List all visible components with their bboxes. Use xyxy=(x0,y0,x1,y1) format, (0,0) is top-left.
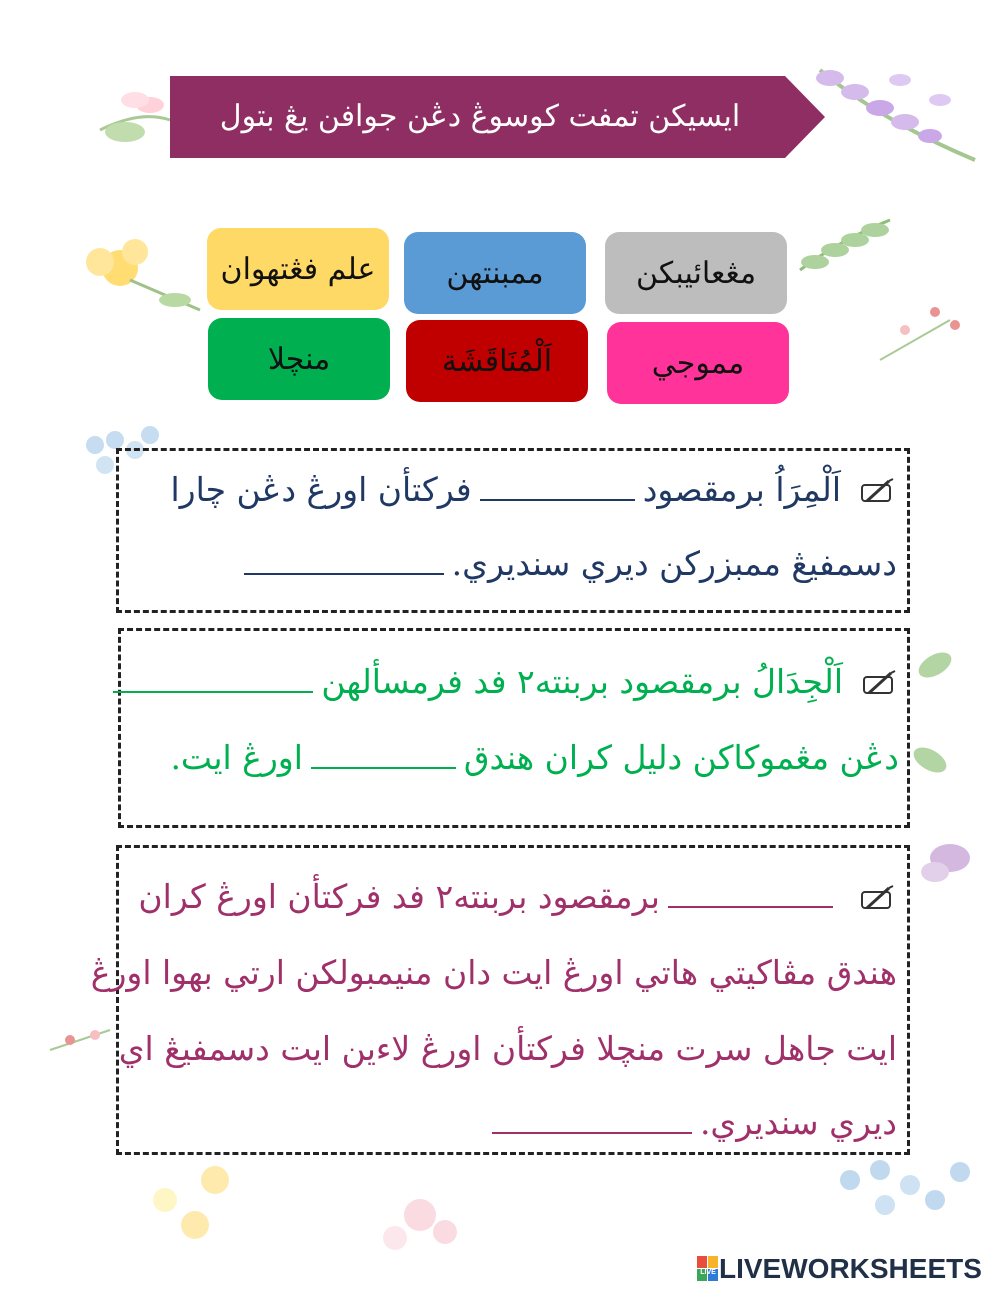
question-box-1 xyxy=(116,448,910,613)
watermark-text: LIVEWORKSHEETS xyxy=(719,1253,982,1284)
question-line xyxy=(170,465,897,515)
question-line xyxy=(105,657,899,707)
word-bank-option[interactable] xyxy=(208,318,390,400)
question-text: اورڠ ايت. xyxy=(170,738,303,777)
word-bank-option[interactable] xyxy=(406,320,588,402)
question-text: دڠن مڠموكاكن دليل كران هندق xyxy=(463,738,899,777)
question-text: هندق مڤاكيتي هاتي اورڠ ايت دان منيمبولكن ارتي بهوا اورڠ xyxy=(90,953,897,992)
question-box-2 xyxy=(118,628,910,828)
question-text: برمقصود بربنته٢ فد فركتأن اورڠ كران xyxy=(138,877,660,916)
pencil-icon xyxy=(859,884,897,914)
word-label: مڠعائيبكن xyxy=(636,255,757,291)
answer-blank-2a[interactable] xyxy=(113,661,313,693)
question-line xyxy=(484,1098,897,1148)
question-line xyxy=(138,872,897,922)
word-bank-option[interactable] xyxy=(607,322,789,404)
word-label: ممبنتهن xyxy=(446,255,544,291)
answer-blank-2b[interactable] xyxy=(311,737,456,769)
page-title: ايسيكن تمفت كوسوڠ دڠن جوافن يڠ بتول xyxy=(219,99,741,134)
question-line xyxy=(119,1024,897,1074)
answer-blank-3b[interactable] xyxy=(492,1102,692,1134)
question-text: دسمفيڠ ممبزركن ديري سنديري. xyxy=(451,544,897,583)
logo-letters: LIVE xyxy=(700,1269,716,1276)
word-label: اَلْمُنَاقَشَة xyxy=(441,343,553,379)
word-label: منچلا xyxy=(267,341,331,377)
question-text: فركتأن اورڠ دڠن چارا xyxy=(170,470,472,509)
word-bank-option[interactable] xyxy=(207,228,389,310)
pencil-icon xyxy=(861,669,899,699)
question-text: ايت جاهل سرت منچلا فركتأن اورڠ لاءين ايت دسمفيڠ اي xyxy=(118,1029,897,1068)
liveworksheets-logo xyxy=(697,1253,982,1285)
question-text: اَلْمِرَاُ برمقصود xyxy=(642,470,841,509)
word-label: علم فڠتهوان xyxy=(220,251,376,287)
answer-blank-1b[interactable] xyxy=(244,543,444,575)
word-bank-option[interactable] xyxy=(605,232,787,314)
question-text: اَلْجِدَالُ برمقصود بربنته٢ فد فرمسألهن xyxy=(321,662,843,701)
answer-blank-3a[interactable] xyxy=(668,876,833,908)
word-bank-option[interactable] xyxy=(404,232,586,314)
question-line xyxy=(170,733,899,783)
live-logo-icon xyxy=(697,1256,719,1282)
word-label: مموجي xyxy=(651,345,745,381)
question-line xyxy=(236,539,897,589)
answer-blank-1a[interactable] xyxy=(480,469,635,501)
question-text: ديري سنديري. xyxy=(699,1103,897,1142)
question-line xyxy=(91,948,897,998)
question-box-3 xyxy=(90,845,910,1155)
pencil-icon xyxy=(859,477,897,507)
